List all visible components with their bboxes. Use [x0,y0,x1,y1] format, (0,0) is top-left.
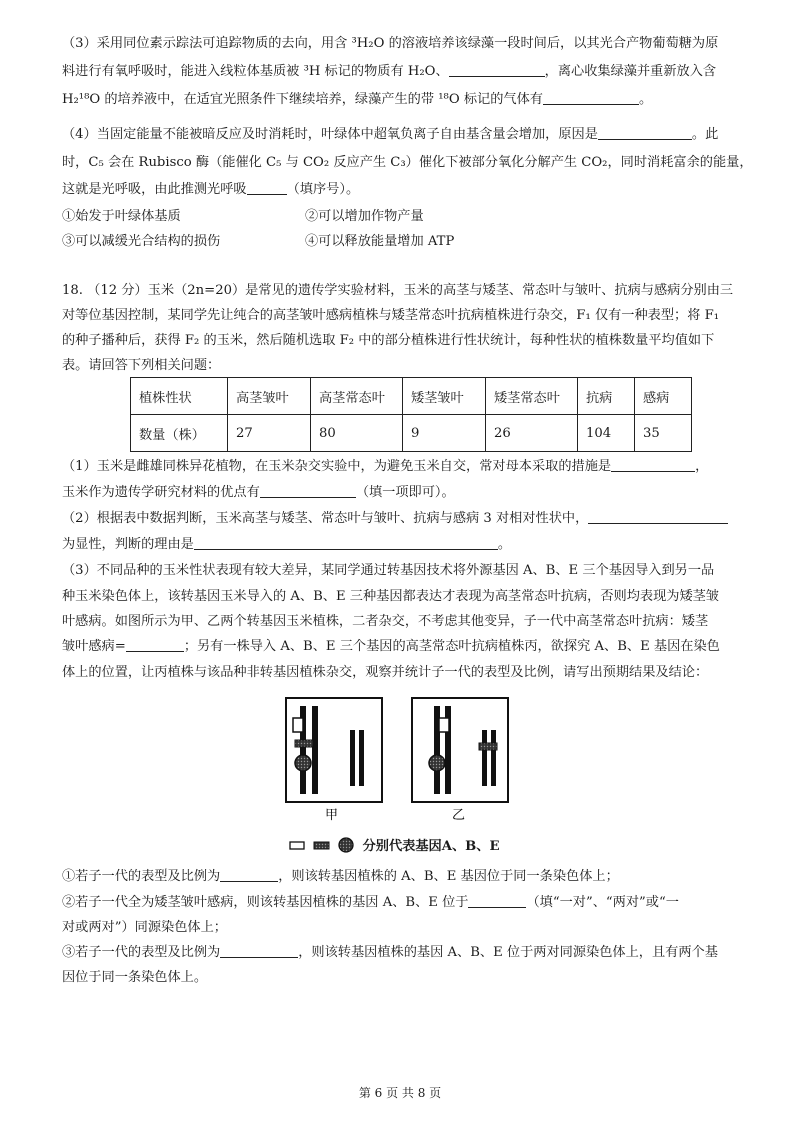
answer-blank[interactable] [260,483,356,498]
q17-p3-line3-text: H₂¹⁸O 的培养液中，在适宜光照条件下继续培养，绿藻产生的带 ¹⁸O 标记的气体有 [62,92,543,107]
option-2: ②可以增加作物产量 [305,209,424,224]
result-3-cont: 因位于同一条染色体上。 [62,970,208,985]
answer-blank[interactable] [543,90,639,105]
q18-s1-line2 [62,483,455,503]
q17-p3-line2-text: 料进行有氧呼吸时，能进入线粒体基质被 ³H 标记的物质有 H₂O、 [62,64,449,79]
q18-line1: 18. （12 分）玉米（2n=20）是常见的遗传学实验材料，玉米的高茎与矮茎、常态叶与皱叶、抗病与感病分别由三 [62,283,734,298]
trait-table [130,377,692,452]
q17-p4-line1-text: （4）当固定能量不能被暗反应及时消耗时，叶绿体中超氧负离子自由基含量会增加，原因是 [62,127,598,142]
gene-b-marker [295,740,313,747]
q18-s2-line1 [62,509,728,529]
result-3 [62,943,718,963]
q17-p4-line2: 时，C₅ 会在 Rubisco 酶（能催化 C₅ 与 CO₂ 反应产生 C₃）催化下被部分氧化分解产生 CO₂，同时消耗富余的能量， [62,155,753,170]
q18-s3-line1: （3）不同品种的玉米性状表现有较大差异，某同学通过转基因技术将外源基因 A、B、E 三个基因导入到另一品 [62,563,715,578]
q18-s2-line2-text: 为显性，判断的理由是 [62,537,194,552]
q18-s1-line1-text: （1）玉米是雌雄同株异花植物，在玉米杂交实验中，为避免玉米自交，常对母本采取的措施是 [62,459,612,474]
result-2 [62,893,679,913]
chromosome-bar [359,730,364,786]
gene-a-marker [293,718,303,732]
q18-line3: 的种子播种后，获得 F₂ 的玉米，然后随机选取 F₂ 中的部分植株进行性状统计，每种性状的植株数量平均值如下 [62,333,715,348]
q17-p4-line1 [62,125,718,145]
chromosome-bar [350,730,355,786]
table-header-cell: 植株性状 [131,378,228,415]
table-cell: 27 [228,415,311,452]
chromosome-bar [482,730,487,786]
q18-s2-line1-text: （2）根据表中数据判断，玉米高茎与矮茎、常态叶与皱叶、抗病与感病 3 对相对性状中， [62,511,589,526]
q17-p4-line3-text: 这就是光呼吸，由此推测光呼吸 [62,182,247,197]
table-cell: 数量（株） [131,415,228,452]
q18-line4: 表。请回答下列相关问题： [62,358,221,373]
table-header-cell: 矮茎常态叶 [486,378,578,415]
gene-legend [288,835,500,854]
result-1-text: ①若子一代的表型及比例为 [62,869,221,884]
result-2-tail: （填“一对”、“两对”或“一 [526,895,679,910]
legend-symbol-b [314,842,329,849]
answer-blank[interactable] [598,125,692,140]
q18-s3-line5: 体上的位置，让丙植株与该品种非转基因植株杂交，观察并统计子一代的表型及比例，请写出预期结果及结论： [62,665,709,680]
answer-blank[interactable] [220,867,278,882]
q17-p4-line3 [62,180,359,200]
q18-line2: 对等位基因控制，某同学先让纯合的高茎皱叶感病植株与矮茎常态叶抗病植株进行杂交，F₁ 仅有一种表型；将 F₁ [62,308,720,323]
q17-p3-line2-tail: ，离心收集绿藻并重新放入含 [544,64,717,79]
answer-blank[interactable] [194,535,498,550]
result-3-text: ③若子一代的表型及比例为 [62,945,221,960]
gene-e-marker [295,755,311,771]
gene-a-marker [439,718,449,732]
answer-blank[interactable] [468,893,526,908]
q18-s3-line4-text: 皱叶感病= [62,639,126,654]
table-header-cell: 高茎常态叶 [311,378,403,415]
answer-blank[interactable] [126,637,184,652]
legend-symbol-a [290,842,304,849]
result-3-tail: ，则该转基因植株的基因 A、B、E 位于两对同源染色体上，且有两个基 [298,945,718,960]
table-header-cell: 矮茎皱叶 [403,378,486,415]
fig-label-yi: 乙 [452,808,466,823]
table-cell: 35 [635,415,692,452]
table-row [131,415,692,452]
q17-p4-line3-tail: （填序号）。 [286,182,360,197]
q17-p3-line3-tail: 。 [638,92,653,107]
legend-symbols [288,837,358,853]
q18-s2-line2-tail: 。 [497,537,512,552]
q18-s3-line2: 种玉米染色体上，该转基因玉米导入的 A、B、E 三种基因都表达才表现为高茎常态叶抗病，否则均表现为矮茎皱 [62,589,720,604]
gene-b-marker [479,743,497,750]
legend-text: 分别代表基因A、B、E [362,839,500,854]
result-1-tail: ，则该转基因植株的 A、B、E 基因位于同一条染色体上； [278,869,619,884]
answer-blank[interactable] [449,62,545,77]
table-cell: 9 [403,415,486,452]
chromosome-bar [312,706,318,794]
q18-s3-line4-tail: ；另有一株导入 A、B、E 三个基因的高茎常态叶抗病植株丙，欲探究 A、B、E 基因在染色 [183,639,720,654]
gene-e-marker [429,755,445,771]
q17-p3-line3 [62,90,652,110]
option-3: ③可以减缓光合结构的损伤 [62,234,221,249]
q17-p3-line2 [62,62,716,82]
q18-s1-line2-text: 玉米作为遗传学研究材料的优点有 [62,485,260,500]
table-header-row [131,378,692,415]
page-footer: 第 6 页 共 8 页 [358,1086,442,1100]
option-4: ④可以释放能量增加 ATP [305,234,455,249]
table-cell: 80 [311,415,403,452]
answer-blank[interactable] [247,180,287,195]
q18-s1-line1-tail: ， [695,459,709,474]
table-header-cell: 抗病 [578,378,635,415]
q17-p3-line1: （3）采用同位素示踪法可追踪物质的去向，用含 ³H₂O 的溶液培养该绿藻一段时间后，以其光合产物葡萄糖为原 [62,36,719,51]
q18-s1-line1 [62,457,708,477]
answer-blank[interactable] [588,509,728,524]
table-header-cell: 高茎皱叶 [228,378,311,415]
q18-s3-line4 [62,637,720,657]
q18-s2-line2 [62,535,511,555]
table-cell: 26 [486,415,578,452]
q18-s3-line3: 叶感病。如图所示为甲、乙两个转基因玉米植株，二者杂交，不考虑其他变异，子一代中高茎常态叶抗病：矮茎 [62,614,709,629]
result-1 [62,867,619,887]
q18-s1-line2-tail: （填一项即可）。 [355,485,455,500]
table-cell: 104 [578,415,635,452]
result-2-cont: 对或两对”）同源染色体上； [62,920,227,935]
answer-blank[interactable] [220,943,298,958]
result-2-text: ②若子一代全为矮茎皱叶感病，则该转基因植株的基因 A、B、E 位于 [62,895,469,910]
option-1: ①始发于叶绿体基质 [62,209,181,224]
fig-label-jia: 甲 [325,808,339,823]
answer-blank[interactable] [611,457,695,472]
chromosome-figure [282,694,512,824]
table-header-cell: 感病 [635,378,692,415]
legend-symbol-e [339,838,353,852]
chromosome-bar [491,730,496,786]
q17-p4-line1-tail: 。此 [691,127,719,142]
